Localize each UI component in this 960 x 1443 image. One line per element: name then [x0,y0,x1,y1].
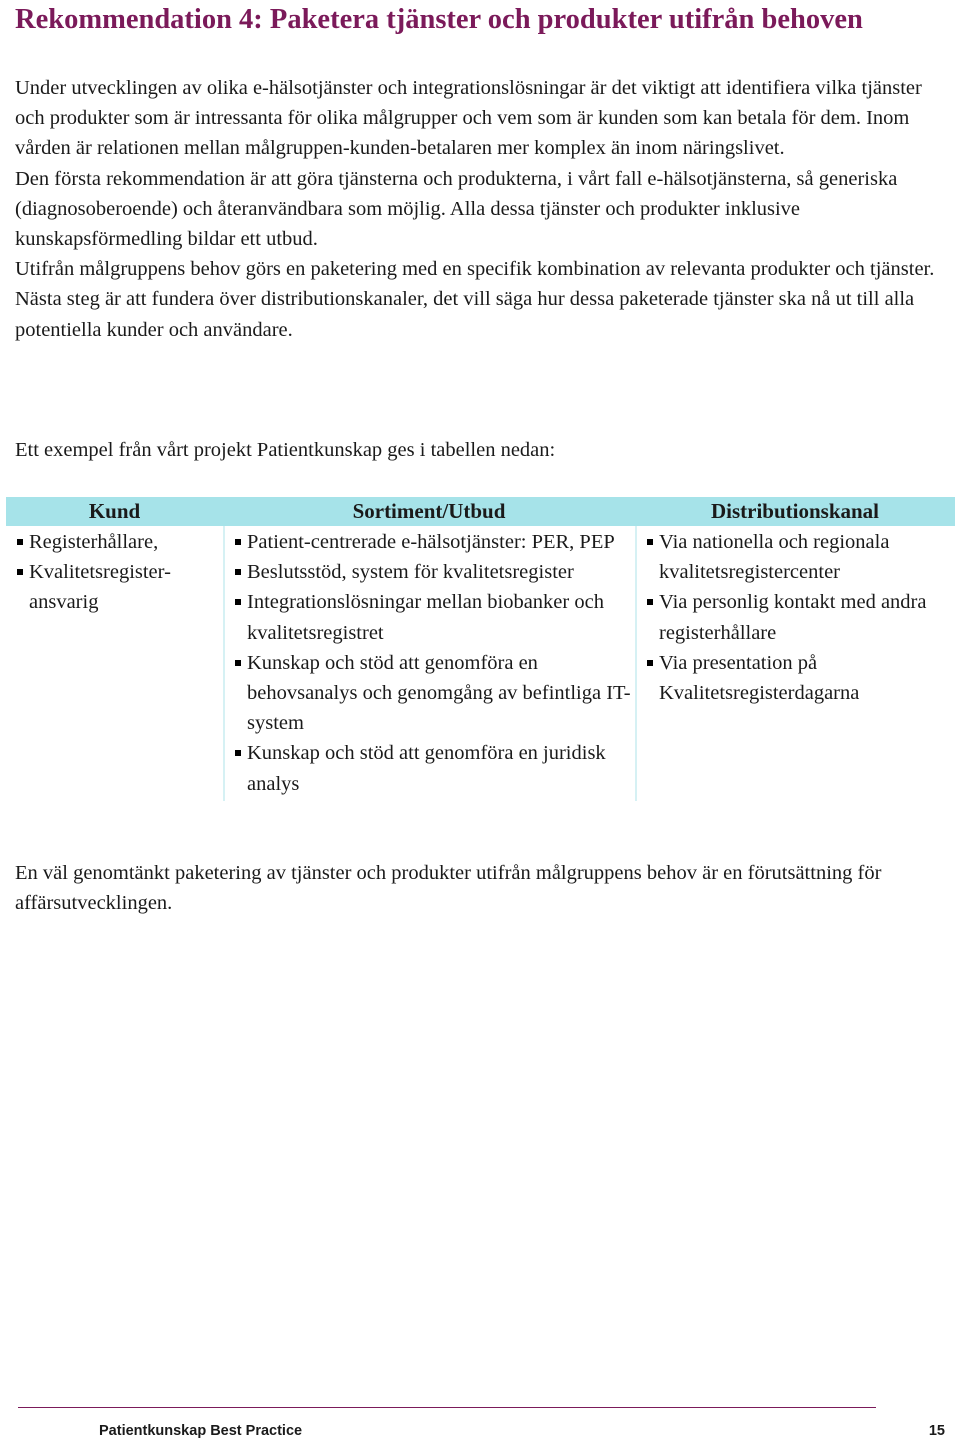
page-heading: Rekommendation 4: Paketera tjänster och produkter utifrån behoven [15,4,863,35]
table-header-distribution: Distributionskanal [710,499,880,523]
example-intro: Ett exempel från vårt projekt Patientkunskap ges i tabellen nedan: [15,439,556,461]
intro-section [15,73,950,345]
list-item: Kunskap och stöd att genomföra en behovsanalys och genomgång av befintliga IT-system [232,648,635,739]
intro-paragraph: Utifrån målgruppens behov görs en paketering med en specifik kombination av relevanta produkter och tjänster. [15,258,935,281]
list-item: Registerhållare, [14,527,223,557]
distribution-cell [635,526,955,801]
list-item: Via presentation på Kvalitetsregisterdagarna [644,648,955,708]
sortiment-list [232,527,635,799]
footer-title: Patientkunskap Best Practice [99,1423,303,1439]
sortiment-cell [223,526,635,801]
table-header-row [6,497,955,526]
kund-list [14,527,223,618]
list-item: Via nationella och regionala kvalitetsregistercenter [644,527,955,587]
intro-paragraph: Den första rekommendation är att göra tjänsterna och produkterna, i vårt fall e-hälsotjänsterna, så generiska (diagnosoberoende) och återanvändbara som möjlig. Alla dessa tjänster och produkter inklusive kunskapsförmedling bildar ett utbud. [15,167,898,251]
table-header-sortiment: Sortiment/Utbud [352,499,506,523]
closing-paragraph: En väl genomtänkt paketering av tjänster och produkter utifrån målgruppens behov är en förutsättning för affärsutvecklingen. [15,862,882,915]
page-number: 15 [928,1423,945,1439]
list-item: Patient-centrerade e-hälsotjänster: PER, PEP [232,527,635,557]
list-item: Beslutsstöd, system för kvalitetsregister [232,557,635,587]
list-item: Kvalitetsregister-ansvarig [14,557,223,617]
intro-paragraph: Nästa steg är att fundera över distributionskanaler, det vill säga hur dessa paketerade tjänster ska nå ut till alla potentiella kunder och användare. [15,288,915,341]
footer-divider [18,1407,876,1408]
distribution-list [644,527,955,708]
intro-paragraph: Under utvecklingen av olika e-hälsotjänster och integrationslösningar är det viktigt att identifiera vilka tjänster och produkter som är intressanta för olika målgrupper och vem som är kunden som kan betala för dem. Inom vården är relationen mellan målgruppen-kunden-betalaren mer komplex än inom näringslivet. [15,77,922,160]
example-table [6,497,955,801]
list-item: Via personlig kontakt med andra registerhållare [644,587,955,647]
kund-cell [6,526,223,801]
table-header-kund: Kund [88,499,141,523]
list-item: Integrationslösningar mellan biobanker och kvalitetsregistret [232,587,635,647]
list-item: Kunskap och stöd att genomföra en juridisk analys [232,738,635,798]
table-row [6,526,955,801]
